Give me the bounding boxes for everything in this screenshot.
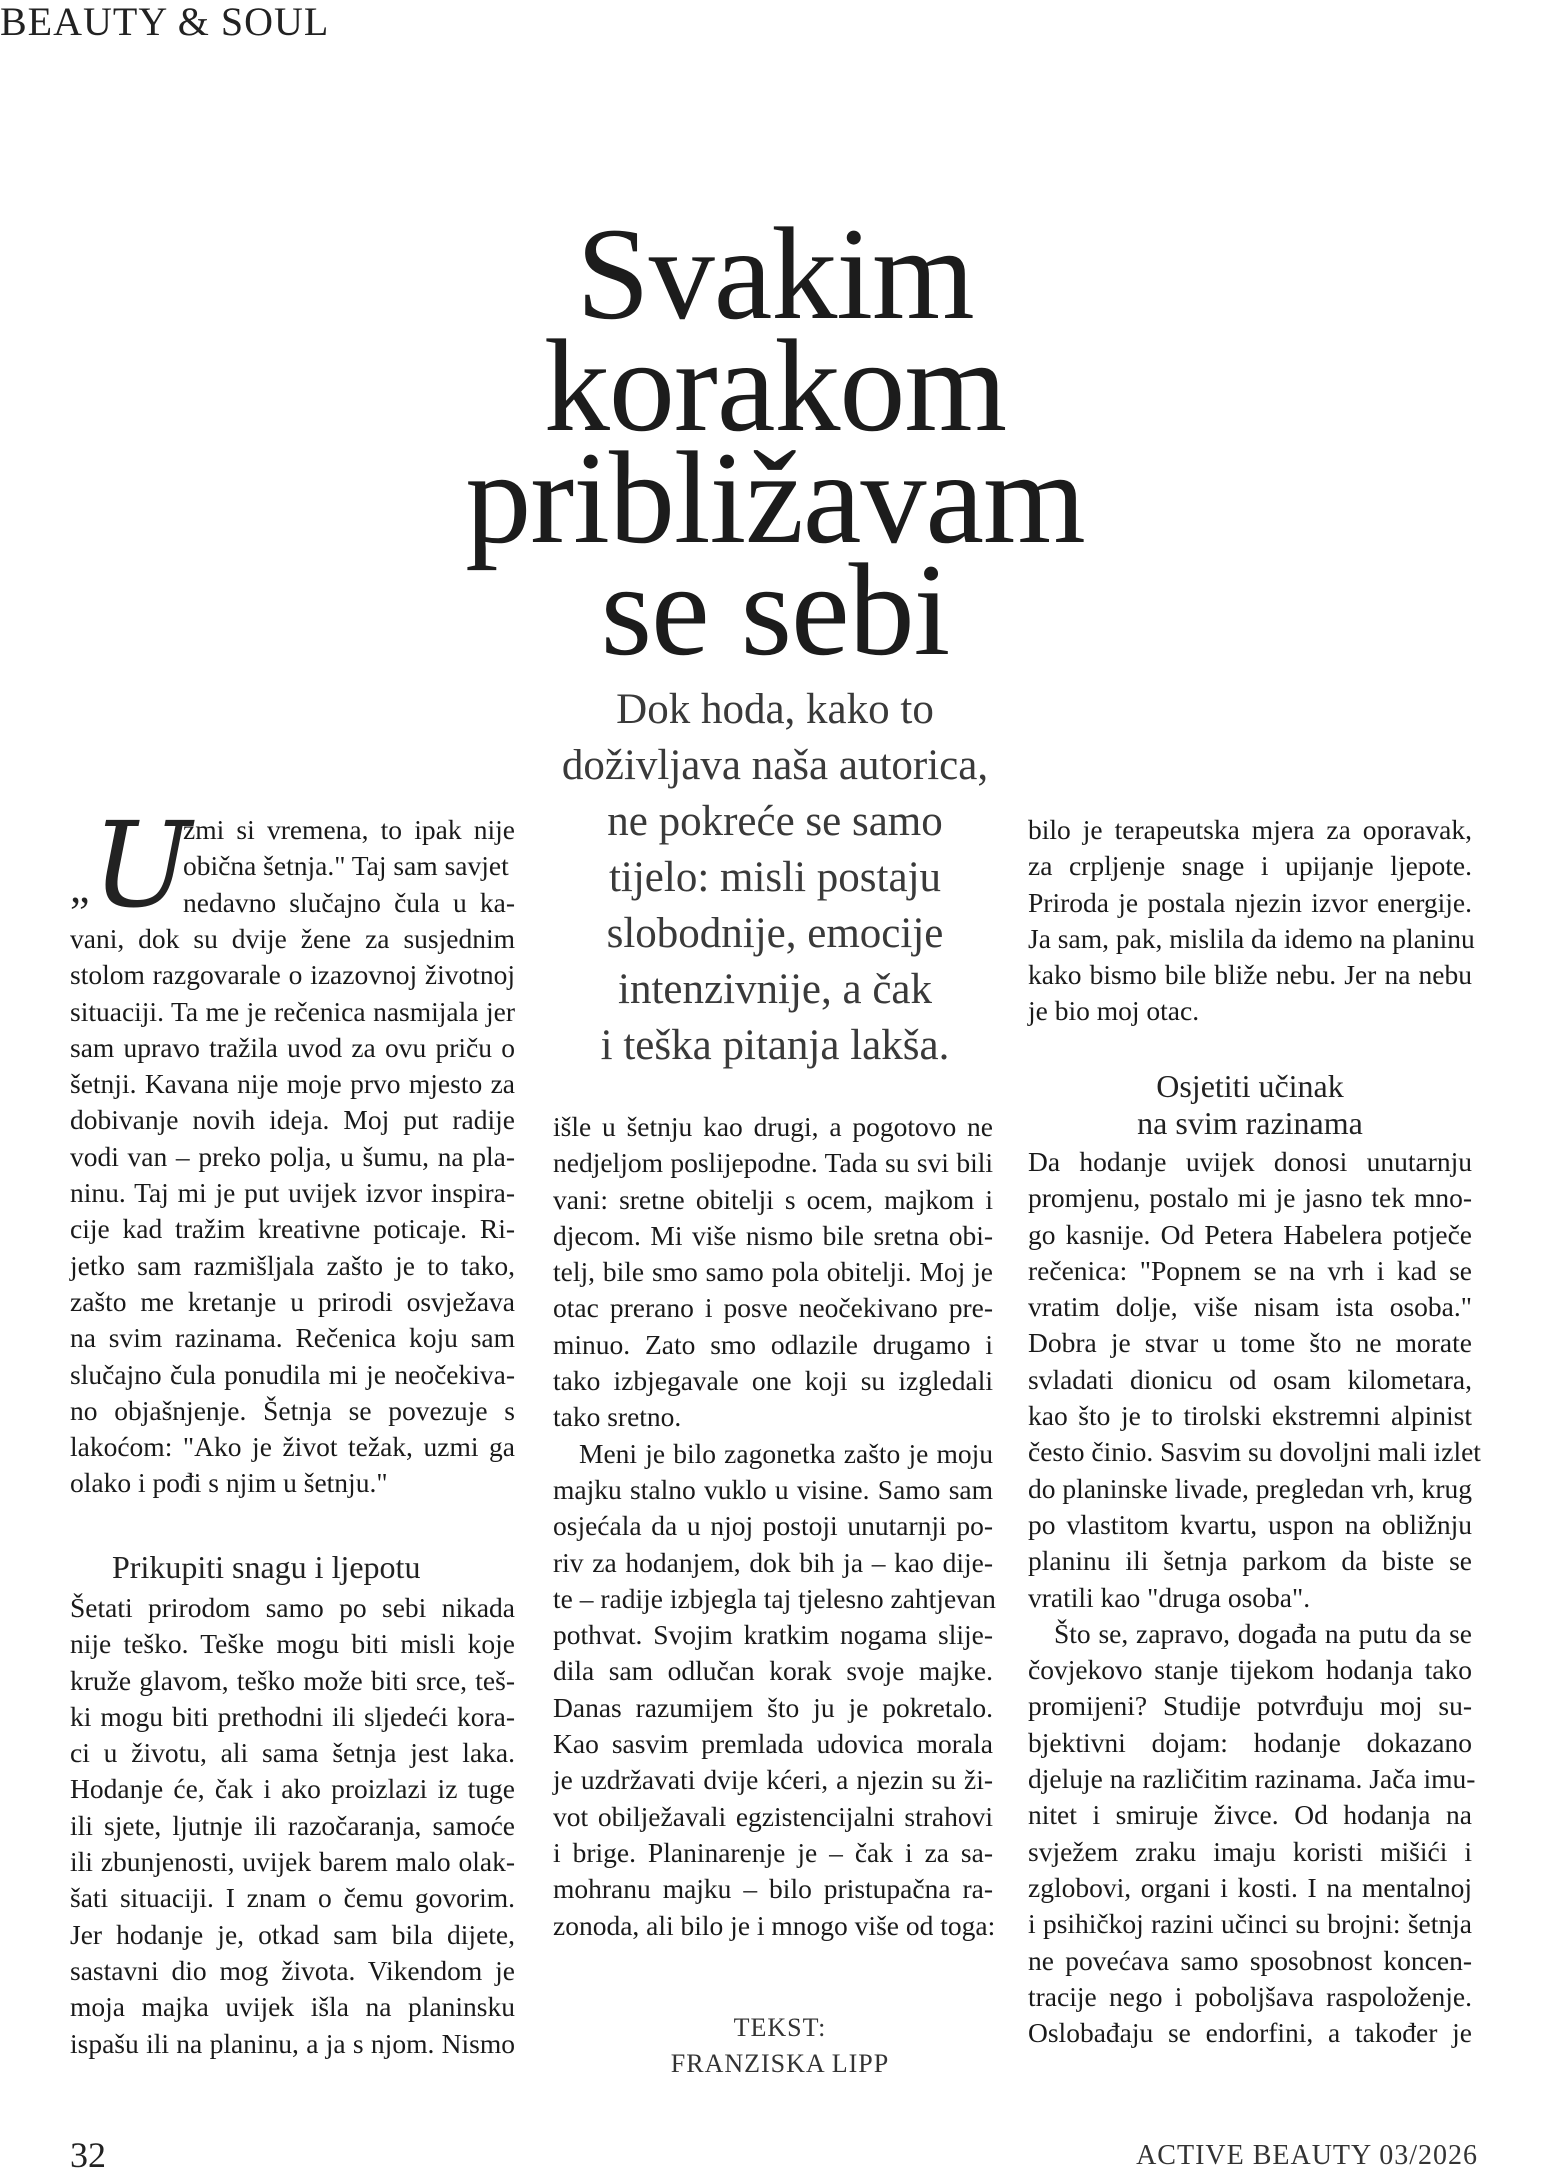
column-1-body-2: [70, 1590, 515, 2062]
column-1-intro: [183, 812, 515, 921]
text-line: vot obilježavali egzistencijalni strahovi: [553, 1800, 993, 1832]
text-line: riv za hodanjem, dok bih ja – kao dije-: [553, 1546, 993, 1578]
text-line: kako bismo bile bliže nebu. Jer na nebu: [1028, 959, 1472, 991]
text-line: zonoda, ali bilo je i mnogo više od toga:: [553, 1909, 996, 1941]
text-line: vani, dok su dvije žene za susjednim: [70, 923, 515, 954]
text-line: po vlastitom kvartu, uspon na obližnju: [1028, 1508, 1472, 1540]
subhead-line: Osjetiti učinak: [1156, 1068, 1344, 1104]
page-number: 32: [70, 2135, 106, 2175]
text-line: rečenica: "Popnem se na vrh i kad se: [1028, 1254, 1472, 1286]
text-line: Hodanje će, čak i ako proizlazi iz tuge: [70, 1773, 515, 1805]
text-line: promijeni? Studije potvrđuju moj su-: [1028, 1690, 1472, 1722]
text-line: no objašnjenje. Šetnja se povezuje s: [70, 1394, 515, 1426]
text-line: otac prerano i posve neočekivano pre-: [553, 1292, 993, 1324]
headline-line: Svakim: [576, 200, 974, 347]
text-line: i psihičkoj razini učinci su brojni: šetnja: [1028, 1908, 1472, 1940]
text-line: do planinske livade, pregledan vrh, krug: [1028, 1472, 1472, 1504]
text-line: dobivanje novih ideja. Moj put radije: [70, 1104, 515, 1136]
text-line: planinu ili šetnja parkom da biste se: [1028, 1545, 1472, 1577]
text-line: čovjekovo stanje tijekom hodanja tako: [1028, 1654, 1472, 1686]
deck-line: intenzivnije, a čak: [618, 966, 932, 1013]
text-line: šati situaciji. I znam o čemu govorim.: [70, 1882, 515, 1914]
article-headline: [360, 200, 1190, 683]
text-line: mohranu majku – bilo pristupačna ra-: [553, 1873, 993, 1905]
text-line: jetko sam razmišljala zašto je to tako,: [70, 1249, 515, 1281]
credit-author: FRANZISKA LIPP: [670, 2049, 890, 2078]
headline-line: približavam: [465, 424, 1085, 571]
text-line: moja majka uvijek išla na planinsku: [70, 1991, 515, 2023]
text-line: tracije nego i poboljšava raspoloženje.: [1028, 1980, 1472, 2012]
text-line: djeluje na različitim razinama. Jača imu-: [1028, 1763, 1476, 1795]
text-line: vratili kao "druga osoba".: [1028, 1581, 1311, 1613]
text-line: telj, bile smo samo pola obitelji. Moj je: [553, 1256, 993, 1288]
text-line: često činio. Sasvim su dovoljni mali izlet: [1028, 1436, 1481, 1468]
text-line: vodi van – preko polja, u šumu, na pla-: [70, 1140, 515, 1172]
text-line: tako izbjegavale one koji su izgledali: [553, 1365, 993, 1397]
text-line: kruže glavom, teško može biti srce, teš-: [70, 1664, 515, 1696]
text-line: cije kad tražim kreativne poticaje. Ri-: [70, 1213, 515, 1245]
headline-line: se sebi: [600, 536, 950, 683]
text-line: nitet i smiruje živce. Od hodanja na: [1028, 1799, 1472, 1831]
text-line: ki mogu biti prethodni ili sljedeći kora-: [70, 1700, 515, 1732]
text-line: kao što je to tirolski ekstremni alpinist: [1028, 1400, 1472, 1432]
text-line: olako i pođi s njim u šetnju.": [70, 1467, 388, 1499]
text-line: ispašu ili na planinu, a ja s njom. Nismo: [70, 2027, 515, 2059]
headline-line: korakom: [543, 312, 1007, 459]
column-3-body-2: [1028, 1144, 1481, 2051]
column-2-body: [553, 1109, 996, 1944]
text-line: Danas razumijem što ju je pokretalo.: [553, 1691, 993, 1723]
text-line: Oslobađaju se endorfini, a također je: [1028, 2017, 1472, 2049]
subhead-2: [1028, 1068, 1472, 1142]
text-line: ili sjete, ljutnje ili razočaranja, samoće: [70, 1809, 515, 1841]
deck-line: Dok hoda, kako to: [616, 686, 934, 733]
text-line: ci u životu, ali sama šetnja jest laka.: [70, 1737, 515, 1769]
text-line: i brige. Planinarenje je – čak i za sa-: [553, 1836, 993, 1868]
text-line: obična šetnja." Taj sam savjet: [183, 850, 509, 882]
magazine-issue: ACTIVE BEAUTY 03/2026: [1136, 2140, 1478, 2171]
text-line: ne povećava samo sposobnost koncen-: [1028, 1944, 1472, 1976]
text-line: Dobra je stvar u tome što ne morate: [1028, 1327, 1472, 1359]
text-line: promjenu, postalo mi je jasno tek mno-: [1028, 1182, 1472, 1214]
text-line: vratim dolje, više nisam ista osoba.": [1028, 1291, 1472, 1323]
text-line: Meni je bilo zagonetka zašto je moju: [579, 1437, 993, 1469]
text-line: zašto me kretanje u prirodi osvježava: [70, 1285, 515, 1317]
column-1-body: [70, 921, 515, 1502]
text-line: sam upravo tražila uvod za ovu priču o: [70, 1031, 515, 1063]
text-line: go kasnije. Od Petera Habelera potječe: [1028, 1218, 1472, 1250]
text-line: zmi si vremena, to ipak nije: [183, 814, 515, 845]
text-line: bilo je terapeutska mjera za oporavak,: [1028, 814, 1472, 845]
text-line: Da hodanje uvijek donosi unutarnju: [1028, 1146, 1472, 1177]
credit-label: TEKST:: [733, 2013, 827, 2042]
text-line: ili zbunjenosti, uvijek barem malo olak-: [70, 1846, 515, 1878]
deck-line: doživljava naša autorica,: [561, 742, 989, 789]
column-3-body: [1028, 812, 1475, 1030]
text-line: minuo. Zato smo odlazile drugamo i: [553, 1328, 993, 1360]
text-line: nedjeljom poslijepodne. Tada su svi bili: [553, 1147, 993, 1179]
text-line: majku stalno vuklo u visine. Samo sam: [553, 1473, 993, 1505]
text-line: dila sam odlučan korak svoje majke.: [553, 1655, 993, 1687]
section-label: BEAUTY & SOUL: [0, 0, 330, 44]
text-line: nije teško. Teške mogu biti misli koje: [70, 1628, 515, 1660]
drop-cap: U: [92, 796, 192, 934]
text-line: bjektivni dojam: hodanje dokazano: [1028, 1726, 1472, 1758]
text-line: slučajno čula ponudila mi je neočekiva-: [70, 1358, 515, 1390]
text-line: situaciji. Ta me je rečenica nasmijala jer: [70, 995, 515, 1027]
text-line: stolom razgovarale o izazovnoj životnoj: [70, 959, 515, 991]
text-line: išle u šetnju kao drugi, a pogotovo ne: [553, 1111, 993, 1142]
deck-line: slobodnije, emocije: [606, 910, 944, 957]
text-line: Kao sasvim premlada udovica morala: [553, 1728, 993, 1760]
text-line: šetnji. Kavana nije moje prvo mjesto za: [70, 1068, 515, 1100]
deck-line: i teška pitanja lakša.: [600, 1022, 950, 1069]
text-line: Što se, zapravo, događa na putu da se: [1054, 1617, 1472, 1649]
text-line: pothvat. Svojim kratkim nogama slije-: [553, 1619, 993, 1651]
text-line: zglobovi, organi i kosti. I na mentalnoj: [1028, 1871, 1472, 1903]
drop-cap-quote: „: [70, 863, 90, 912]
subhead-line: na svim razinama: [1137, 1105, 1363, 1141]
text-line: ninu. Taj mi je put uvijek izvor inspira-: [70, 1177, 515, 1209]
text-line: na svim razinama. Rečenica koju sam: [70, 1322, 515, 1354]
text-line: lakoćom: "Ako je život težak, uzmi ga: [70, 1431, 515, 1463]
text-line: sastavni dio mog života. Vikendom je: [70, 1954, 515, 1986]
text-line: je bio moj otac.: [1028, 995, 1200, 1027]
author-credit: [620, 2010, 940, 2082]
text-line: Šetati prirodom samo po sebi nikada: [70, 1592, 515, 1623]
article-deck: [480, 682, 1070, 1074]
text-line: te – radije izbjegla taj tjelesno zahtjevan: [553, 1582, 996, 1614]
subhead-1: Prikupiti snagu i ljepotu: [112, 1549, 421, 1585]
text-line: nedavno slučajno čula u ka-: [183, 886, 515, 918]
text-line: Jer hodanje je, otkad sam bila dijete,: [70, 1918, 515, 1950]
text-line: djecom. Mi više nismo bile sretna obi-: [553, 1219, 993, 1251]
text-line: svladati dionicu od osam kilometara,: [1028, 1363, 1472, 1395]
text-line: svježem zraku imaju koristi mišići i: [1028, 1835, 1472, 1867]
deck-line: tijelo: misli postaju: [608, 854, 942, 901]
deck-line: ne pokreće se samo: [607, 798, 943, 845]
text-line: za crpljenje snage i upijanje ljepote.: [1028, 850, 1472, 882]
text-line: je uzdržavati dvije kćeri, a njezin su ži-: [553, 1764, 993, 1796]
text-line: Ja sam, pak, mislila da idemo na planinu: [1028, 922, 1475, 954]
text-line: tako sretno.: [553, 1401, 682, 1433]
text-line: Priroda je postala njezin izvor energije.: [1028, 886, 1472, 918]
text-line: vani: sretne obitelji s ocem, majkom i: [553, 1183, 993, 1215]
text-line: osjećala da u njoj postoji unutarnji po-: [553, 1510, 993, 1542]
